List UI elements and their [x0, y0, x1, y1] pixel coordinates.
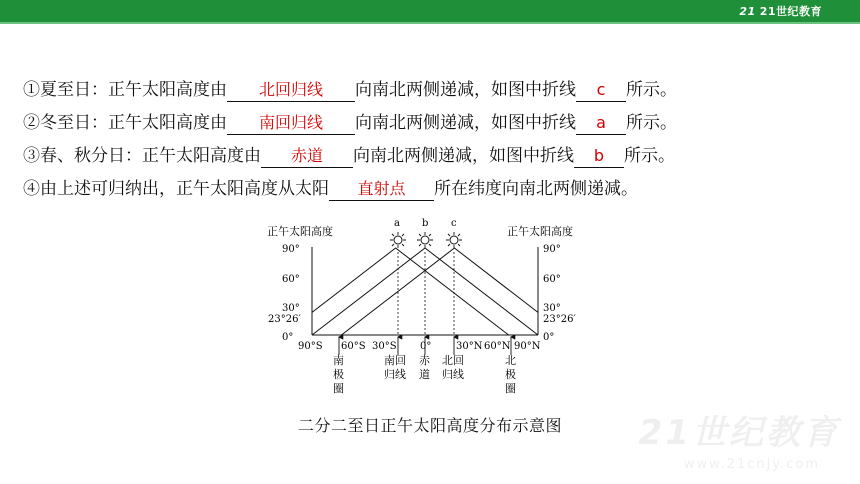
q2-blank-2: a [576, 112, 626, 135]
x-tick-90s: 90°S [298, 341, 323, 352]
series-line-a [312, 248, 509, 335]
banner-divider [0, 22, 860, 24]
q1-middle: 向南北两侧递减，如图中折线 [355, 80, 576, 100]
sun-icon-c [446, 232, 462, 248]
x-tick-30s: 30°S [372, 341, 397, 352]
diagram-caption: 二分二至日正午太阳高度分布示意图 [297, 416, 562, 435]
question-line-1 [23, 74, 843, 107]
series-label-a: a [394, 218, 400, 229]
label-south-polar-2: 极 [333, 368, 344, 381]
watermark-logo: 21世纪教育 [638, 413, 840, 453]
q3-blank-1: 赤道 [261, 145, 353, 168]
sun-icon-b [417, 232, 433, 248]
label-south-polar-3: 圈 [333, 382, 344, 395]
logo-mark: 21 [739, 5, 756, 18]
left-tick-60: 60° [282, 274, 300, 285]
label-equator-2: 道 [419, 368, 430, 381]
series-label-b: b [422, 218, 429, 229]
q4-suffix: 所在纬度向南北两侧递减。 [434, 179, 638, 199]
q2-suffix: 所示。 [626, 113, 677, 133]
x-ticks [298, 341, 541, 352]
q4-prefix: ④由上述可归纳出，正午太阳高度从太阳 [23, 179, 329, 199]
right-axis-title: 正午太阳高度 [507, 225, 573, 238]
right-tick-0: 0° [543, 332, 555, 343]
right-tick-2326: 23°26′ [543, 314, 576, 325]
logo-text: 21世纪教育 [759, 5, 822, 18]
right-tick-90: 90° [543, 244, 561, 255]
label-tropic-cancer-2: 归线 [442, 368, 464, 381]
x-tick-30n: 30°N [456, 341, 483, 352]
q4-blank-1: 直射点 [329, 178, 434, 201]
label-south-polar-1: 南 [333, 354, 344, 367]
x-tick-60n: 60°N [484, 341, 511, 352]
solar-altitude-diagram [255, 212, 615, 396]
q3-blank-2: b [574, 145, 624, 168]
left-tick-0: 0° [282, 332, 294, 343]
q2-prefix: ②冬至日：正午太阳高度由 [23, 113, 227, 133]
left-tick-90: 90° [282, 244, 300, 255]
region-labels [333, 353, 516, 395]
question-line-3 [23, 140, 843, 173]
left-tick-30: 30° [282, 303, 300, 314]
top-banner [0, 0, 860, 22]
q1-prefix: ①夏至日：正午太阳高度由 [23, 80, 227, 100]
question-line-2 [23, 107, 843, 140]
label-north-polar-2: 极 [505, 368, 516, 381]
series-line-c [341, 248, 538, 335]
left-tick-2326: 23°26′ [268, 314, 301, 325]
watermark-url: www.21cnjy.com [683, 457, 820, 472]
label-tropic-capricorn-1: 南回 [384, 354, 406, 367]
right-y-ticks [543, 244, 576, 343]
q3-suffix: 所示。 [624, 146, 675, 166]
x-tick-0: 0° [420, 341, 432, 352]
q3-prefix: ③春、秋分日：正午太阳高度由 [23, 146, 261, 166]
left-y-ticks [268, 244, 301, 343]
series-label-c: c [451, 218, 457, 229]
q1-blank-1: 北回归线 [227, 79, 355, 102]
label-tropic-cancer-1: 北回 [442, 354, 464, 367]
left-axis-title: 正午太阳高度 [267, 225, 333, 238]
q1-suffix: 所示。 [626, 80, 677, 100]
x-tick-60s: 60°S [341, 341, 366, 352]
right-tick-60: 60° [543, 274, 561, 285]
q3-middle: 向南北两侧递减，如图中折线 [353, 146, 574, 166]
sun-icon-a [390, 232, 406, 248]
label-tropic-capricorn-2: 归线 [384, 368, 406, 381]
q1-blank-2: c [576, 79, 626, 102]
q2-blank-1: 南回归线 [227, 112, 355, 135]
brand-logo [739, 3, 822, 19]
label-north-polar-3: 圈 [505, 382, 516, 395]
label-equator-1: 赤 [419, 354, 430, 367]
q2-middle: 向南北两侧递减，如图中折线 [355, 113, 576, 133]
label-north-polar-1: 北 [505, 354, 516, 367]
x-tick-90n: 90°N [514, 341, 541, 352]
right-tick-30: 30° [543, 303, 561, 314]
fill-in-questions [23, 74, 843, 206]
question-line-4 [23, 173, 843, 206]
